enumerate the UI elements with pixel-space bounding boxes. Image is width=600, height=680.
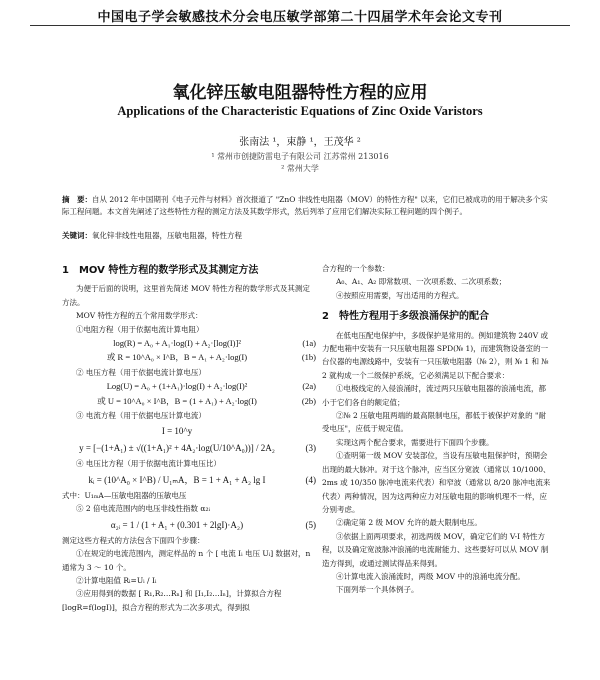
list-item: ④ 电压比方程（用于依据电流计算电压比） xyxy=(76,459,221,469)
equation-3 xyxy=(62,440,316,456)
paragraph: 合方程的一个参数： xyxy=(322,264,390,273)
equation-text: log(R) = A₀ + A₁·log(I) + A₂·[log(I)]² xyxy=(113,338,241,349)
equation-2b xyxy=(62,395,316,408)
equation-4 xyxy=(62,472,316,488)
header-rule xyxy=(30,25,570,26)
equation-text: kᵢ = (10^A₀ × I^B) / U₁ₘA，B = 1 + A₁ + A₂ lg I xyxy=(88,474,266,485)
paragraph: A₀、A₁、A₂ 即常数项、一次项系数、二次项系数； xyxy=(336,277,507,287)
list-item: ③ 电流方程（用于依据电压计算电流） xyxy=(76,411,206,421)
keywords xyxy=(62,230,550,241)
abstract-label: 摘 要： xyxy=(62,195,92,204)
running-header: 中国电子学会敏感技术分会电压敏学部第二十四届学术年会论文专刊 xyxy=(97,10,503,25)
equation-number: (3) xyxy=(305,443,316,454)
authors: 张南法 ¹，束静 ¹，王茂华 ² xyxy=(239,137,361,148)
paper-title-en: Applications of the Characteristic Equations of Zinc Oxide Varistors xyxy=(117,104,483,118)
paragraph: 实现这两个配合要求，需要进行下面四个步骤。 xyxy=(336,437,494,447)
list-item: ② 电压方程（用于依据电流计算电压） xyxy=(76,367,206,377)
equation-1b xyxy=(62,351,316,364)
list-item: ①电阻方程（用于依据电流计算电阻） xyxy=(76,324,204,334)
paragraph: 下面列举一个具体例子。 xyxy=(336,585,419,595)
equation-number: (4) xyxy=(305,474,316,485)
list-item: ⑤ 2 倍电流范围内的电压非线性指数 α₂ᵢ xyxy=(76,504,211,514)
left-column xyxy=(62,262,316,614)
step-item: ①查明第一级 MOV 安装部位，当设有压敏电阻保护时，预期会出现的最大脉冲。对于这个脉冲，应当区分宽波（通常以 10/1000、2ms 或 10/350 脉冲电流来代表）和窄波（通常以 8/20 脉冲电流来代表）两种情况，因为这两种应力对压敏电阻的影响机理不一样，应分别考虑。 xyxy=(322,451,551,514)
step-item: ②计算电阻值 Rᵢ=Uᵢ / Iᵢ xyxy=(76,575,157,585)
right-column xyxy=(322,262,552,597)
paragraph: ④按照应用需要，写出适用的方程式。 xyxy=(336,290,464,300)
equation-1a xyxy=(62,337,316,350)
equation-number: (2a) xyxy=(302,381,316,392)
abstract-text: 自从 2012 年中国期刊《电子元件与材料》首次报道了 "ZnO 非线性电阻器（MOV）的特性方程" 以来，它们已被成功的用于解决多个实际工程问题。本文首先阐述了这些特性方程的测定方法及其数学形式，然后列举了应用它们解决实际工程问题的四个例子。 xyxy=(62,195,548,216)
equation-number: (1a) xyxy=(302,338,316,349)
equation-text: y = [−(1+A₁) ± √((1+A₁)² + 4A₂·log(U/10^A₀))] / 2A₂ xyxy=(79,443,275,454)
step-item: ④计算电流入浪涌流时，两级 MOV 中的浪涌电流分配。 xyxy=(336,571,525,581)
paragraph: 为便于后面的说明，这里首先简述 MOV 特性方程的数学形式及其测定方法。 xyxy=(62,284,310,307)
equation-text: 或 R = 10^A₀ × I^B，B = A₁ + A₂·log(I) xyxy=(106,352,248,363)
step-item: ③应用得到的数据 [ R₁,R₂…Rₙ] 和 [I₁,I₂…Iₙ]，计算拟合方程 [logR=f(logI)]，拟合方程的形式为二次多项式，得到拟 xyxy=(62,589,282,612)
equation-note: 式中：U₁ₘA—压敏电阻器的压敏电压 xyxy=(62,490,187,500)
step-item: ②确定第 2 级 MOV 允许的最大限制电压。 xyxy=(336,518,482,528)
equation-number: (5) xyxy=(305,519,316,530)
abstract xyxy=(62,194,550,218)
paper-title-zh: 氧化锌压敏电阻器特性方程的应用 xyxy=(172,83,428,103)
section-2-title: 2 特性方程用于多级浪涌保护的配合 xyxy=(322,311,489,323)
section-1-title: 1 MOV 特性方程的数学形式及其测定方法 xyxy=(62,265,259,276)
requirement-item: ②№ 2 压敏电阻两端的最高限制电压，都低于被保护对象的 "耐受电压"，应低于规定值。 xyxy=(322,411,546,434)
step-item: ③依据上面两项要求，初选两级 MOV，确定它们的 V-I 特性方程，以及确定宽波脉冲浪涌的电流耐能力、这些要好可以从 MOV 制造方得到，或通过测试得品来得到。 xyxy=(322,531,549,568)
requirement-item: ①电极线定的入侵浪涌时，流过两只压敏电阻器的浪涌电流，都小于它们各自的额定值； xyxy=(322,384,546,407)
affiliation-1: ¹ 常州市创捷防雷电子有限公司 江苏常州 213016 xyxy=(211,152,389,161)
equation-text: I = 10^y xyxy=(161,426,193,437)
equation-3-top xyxy=(62,423,316,439)
paragraph: 在低电压配电保护中，多级保护是常用的。例如建筑物 240V 或力配电箱中安装有一只压敏电阻器 SPD(№ 1)，而建筑物设备室的一台仪器的电源线路中，安装有一只压敏电阻器（№ 2），则 № 1 和 № 2 就构成一个二级保护系统，它必须满足以下配合要求： xyxy=(322,330,549,380)
equation-number: (1b) xyxy=(301,352,316,363)
equation-text: α₂ᵢ = 1 / (1 + A₁ + (0.301 + 2lgI)·A₂) xyxy=(110,519,244,530)
equation-5 xyxy=(62,517,316,533)
equation-2a xyxy=(62,380,316,393)
equation-text: Log(U) = A₀ + (1+A₁)·log(I) + A₂·log(I)² xyxy=(106,381,248,392)
paragraph: MOV 特性方程的五个常用数学形式： xyxy=(76,311,203,321)
equation-number: (2b) xyxy=(301,395,316,406)
keywords-label: 关键词： xyxy=(62,231,92,240)
step-item: ①在规定的电流范围内，测定样品的 n 个 [ 电流 Iᵢ 电压 Uᵢ] 数据对，n 通常为 3 ～ 10 个。 xyxy=(62,549,311,572)
equation-text: 或 U = 10^A₀ × I^B，B = (1 + A₁) + A₂·log(I) xyxy=(97,395,257,406)
affiliation-2: ² 常州大学 xyxy=(281,164,319,173)
paragraph: 测定这些方程式的方法包含下面四个步骤： xyxy=(62,535,205,545)
keywords-text: 氧化锌非线性电阻器，压敏电阻器，特性方程 xyxy=(92,231,242,240)
